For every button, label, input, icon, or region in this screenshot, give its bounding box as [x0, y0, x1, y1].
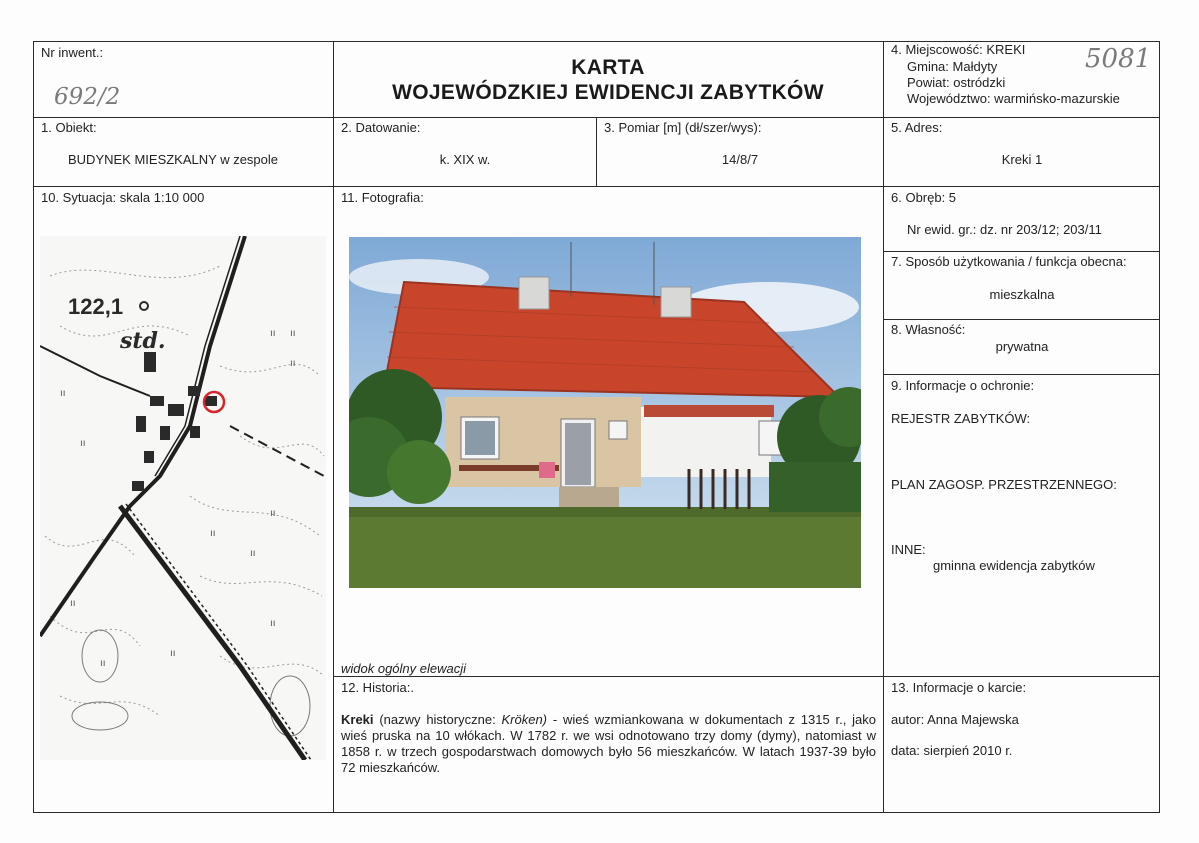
- address-value: Kreki 1: [1001, 152, 1043, 167]
- other-protection-value: gminna ewidencja zabytków: [933, 558, 1095, 573]
- history-village-name: Kreki: [341, 712, 374, 727]
- inventory-label: Nr inwent.:: [41, 45, 104, 60]
- object-photo: [349, 237, 861, 588]
- measurement-value: 14/8/7: [721, 152, 759, 167]
- dating-value: k. XIX w.: [439, 152, 491, 167]
- row-divider: [883, 374, 1160, 375]
- history-historic-name: Kröken): [501, 712, 548, 727]
- svg-text:ıı: ıı: [100, 658, 106, 669]
- ownership-value: prywatna: [995, 339, 1049, 354]
- row-divider: [883, 319, 1160, 320]
- ownership-label: 8. Własność:: [891, 322, 966, 337]
- card-date: data: sierpień 2010 r.: [891, 743, 1013, 758]
- inventory-number-handwritten: 692/2: [54, 84, 121, 110]
- voivodeship: Województwo: warmińsko-mazurskie: [907, 91, 1120, 106]
- card-info-label: 13. Informacje o karcie:: [891, 680, 1027, 695]
- svg-text:ıı: ıı: [70, 598, 76, 609]
- card-author: autor: Anna Majewska: [891, 712, 1019, 727]
- svg-text:ıı: ıı: [170, 648, 176, 659]
- use-value: mieszkalna: [989, 287, 1055, 302]
- row-divider: [883, 251, 1160, 252]
- precinct-label: 6. Obręb: 5: [891, 190, 957, 205]
- svg-text:ıı: ıı: [60, 388, 66, 399]
- measurement-label: 3. Pomiar [m] (dł/szer/wys):: [604, 120, 762, 135]
- card-number-handwritten: 5081: [1085, 44, 1152, 74]
- card-subtitle: WOJEWÓDZKIEJ EWIDENCJI ZABYTKÓW: [392, 81, 824, 104]
- card-title: KARTA: [571, 56, 645, 79]
- svg-text:ıı: ıı: [210, 528, 216, 539]
- svg-text:ıı: ıı: [290, 328, 296, 339]
- commune: Gmina: Małdyty: [907, 59, 998, 74]
- row-divider: [33, 186, 1160, 187]
- locality: 4. Miejscowość: KREKI: [891, 42, 1026, 57]
- svg-text:ıı: ıı: [250, 548, 256, 559]
- use-label: 7. Sposób użytkowania / funkcja obecna:: [891, 254, 1127, 269]
- svg-text:ıı: ıı: [80, 438, 86, 449]
- protection-label: 9. Informacje o ochronie:: [891, 378, 1035, 393]
- situation-label: 10. Sytuacja: skala 1:10 000: [41, 190, 205, 205]
- photo-caption: widok ogólny elewacji: [341, 661, 467, 676]
- county: Powiat: ostródzki: [907, 75, 1006, 90]
- other-protection-label: INNE:: [891, 542, 926, 557]
- map-elevation: 122,1: [68, 294, 124, 319]
- history-text: Kreki (nazwy historyczne: Kröken) - wieś wzmiankowana w dokumentach z 1315 r., jako wieś pruska na 10 włókach. W 1782 r. we wsi odnotowano trzy domy (dymy), natomiast w 1858 r. w trzech gospodarstwach domowych było 56 mieszkańców. W latach 1937-39 było 72 mieszkańców.: [341, 712, 876, 775]
- situation-map: [40, 236, 326, 760]
- dating-label: 2. Datowanie:: [341, 120, 421, 135]
- spatial-plan-label: PLAN ZAGOSP. PRZESTRZENNEGO:: [891, 477, 1117, 492]
- address-label: 5. Adres:: [891, 120, 943, 135]
- svg-text:ıı: ıı: [270, 508, 276, 519]
- register-label: REJESTR ZABYTKÓW:: [891, 411, 1031, 426]
- object-label: 1. Obiekt:: [41, 120, 97, 135]
- svg-text:ıı: ıı: [270, 618, 276, 629]
- history-label: 12. Historia:.: [341, 680, 414, 695]
- map-std: std.: [120, 328, 166, 354]
- row-divider: [333, 676, 1160, 677]
- svg-text:ıı: ıı: [270, 328, 276, 339]
- parcel-number: Nr ewid. gr.: dz. nr 203/12; 203/11: [907, 222, 1102, 237]
- svg-text:ıı: ıı: [290, 358, 296, 369]
- photo-label: 11. Fotografia:: [341, 190, 424, 205]
- object-value: BUDYNEK MIESZKALNY w zespole: [68, 152, 278, 167]
